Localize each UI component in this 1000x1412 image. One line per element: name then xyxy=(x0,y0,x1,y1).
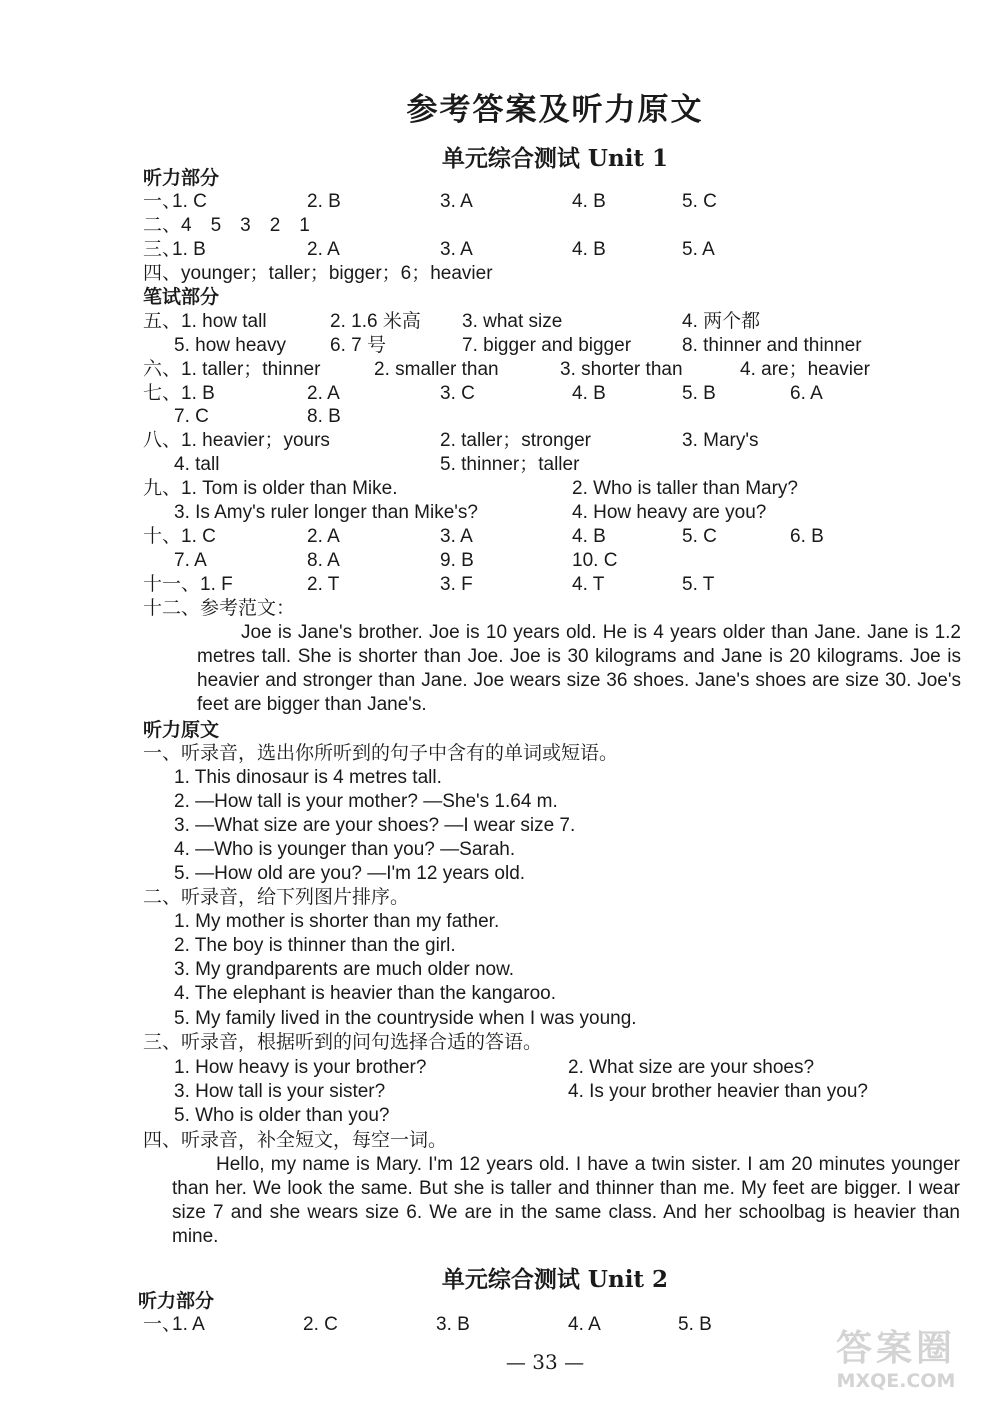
transcript-line: 2. What size are your shoes? xyxy=(568,1057,815,1078)
u2-q1-answer: 4. A xyxy=(568,1314,601,1335)
u1-q5-item: 8. thinner and thinner xyxy=(682,335,862,356)
u2-q1-answer: 1. A xyxy=(172,1314,205,1335)
u1-q10-item: 3. A xyxy=(440,526,473,547)
u1-q9-item: 九、1. Tom is older than Mike. xyxy=(143,478,398,499)
transcript-line: 5. Who is older than you? xyxy=(174,1105,390,1126)
u1-q10-item: 10. C xyxy=(572,550,618,571)
transcript-heading: 听力原文 xyxy=(143,719,220,741)
u1-q6-item: 六、1. taller；thinner xyxy=(143,359,321,380)
u1-q1-answer: 5. C xyxy=(682,191,717,212)
u1-q12-heading: 十二、参考范文： xyxy=(143,598,296,619)
u1-q10-item: 4. B xyxy=(572,526,606,547)
u1-q4-line: 四、younger；taller；bigger；6；heavier xyxy=(143,263,493,284)
transcript-line: 3. —What size are your shoes? —I wear size 7. xyxy=(174,815,576,836)
unit1-writing-heading: 笔试部分 xyxy=(143,286,220,308)
transcript-s1-heading: 一、听录音，选出你所听到的句子中含有的单词或短语。 xyxy=(143,743,619,764)
u1-q11-item: 4. T xyxy=(572,574,605,595)
u1-q9-item: 2. Who is taller than Mary? xyxy=(572,478,798,499)
u1-q6-item: 4. are；heavier xyxy=(740,359,870,380)
transcript-line: 2. —How tall is your mother? —She's 1.64 m. xyxy=(174,791,558,812)
u1-q7-item: 4. B xyxy=(572,383,606,404)
unit2-listening-heading: 听力部分 xyxy=(138,1290,215,1312)
u1-q3-answer: 3. A xyxy=(440,239,473,260)
u1-q8-item: 八、1. heavier；yours xyxy=(143,430,330,451)
transcript-line: 1. This dinosaur is 4 metres tall. xyxy=(174,767,442,788)
transcript-line: 1. How heavy is your brother? xyxy=(174,1057,427,1078)
transcript-line: 5. —How old are you? —I'm 12 years old. xyxy=(174,863,526,884)
u1-q7-item: 8. B xyxy=(307,406,341,427)
transcript-line: 2. The boy is thinner than the girl. xyxy=(174,935,456,956)
unit2-title: 单元综合测试 Unit 2 xyxy=(441,1266,669,1293)
transcript-s2-heading: 二、听录音，给下列图片排序。 xyxy=(143,887,410,908)
transcript-passage xyxy=(172,1153,960,1249)
u1-q7-item: 七、1. B xyxy=(143,383,215,404)
u1-q3-answer: 5. A xyxy=(682,239,715,260)
u1-q5-item: 3. what size xyxy=(462,311,563,332)
u1-q11-item: 3. F xyxy=(440,574,473,595)
u1-q9-item: 4. How heavy are you? xyxy=(572,502,767,523)
u1-q3-answer: 1. B xyxy=(172,239,206,260)
watermark-bottom: MXQE.COM xyxy=(836,1370,956,1392)
unit1-title: 单元综合测试 Unit 1 xyxy=(441,145,669,172)
u1-q8-item: 3. Mary's xyxy=(682,430,759,451)
watermark-top: 答案圈 xyxy=(835,1328,956,1369)
u1-q6-item: 2. smaller than xyxy=(374,359,499,380)
u1-q7-item: 7. C xyxy=(174,406,209,427)
u1-q1-answer: 1. C xyxy=(172,191,207,212)
u1-q9-item: 3. Is Amy's ruler longer than Mike's? xyxy=(174,502,478,523)
u1-q5-item: 五、1. how tall xyxy=(143,311,267,332)
transcript-line: 3. How tall is your sister? xyxy=(174,1081,386,1102)
u1-q5-item: 7. bigger and bigger xyxy=(462,335,632,356)
transcript-line: 4. —Who is younger than you? —Sarah. xyxy=(174,839,516,860)
u1-q2-line: 二、4 5 3 2 1 xyxy=(143,215,310,236)
watermark-logo xyxy=(810,1328,982,1398)
u1-q1-answer: 4. B xyxy=(572,191,606,212)
u1-q8-item: 5. thinner；taller xyxy=(440,454,580,475)
u1-q7-item: 3. C xyxy=(440,383,475,404)
u2-q1-answer: 5. B xyxy=(678,1314,712,1335)
u1-q10-item: 5. C xyxy=(682,526,717,547)
unit1-listening-heading: 听力部分 xyxy=(143,167,220,189)
u1-q7-item: 5. B xyxy=(682,383,716,404)
u2-q1-prefix: 一、 xyxy=(143,1314,182,1335)
u1-q3-answer: 4. B xyxy=(572,239,606,260)
u2-q1-answer: 2. C xyxy=(303,1314,338,1335)
u1-sample-essay xyxy=(197,621,961,717)
u1-q1-answer: 2. B xyxy=(307,191,341,212)
u1-q5-item: 2. 1.6 米高 xyxy=(330,311,421,332)
u1-q10-item: 8. A xyxy=(307,550,340,571)
u1-q6-item: 3. shorter than xyxy=(560,359,683,380)
u1-q3-answer: 2. A xyxy=(307,239,340,260)
transcript-s4-heading: 四、听录音，补全短文，每空一词。 xyxy=(143,1130,448,1151)
transcript-passage-text: Hello, my name is Mary. I'm 12 years old. I have a twin sister. I am 20 minutes younger than her. We look the same. But she is taller and thinner than me. My feet are bigger. I wear size 7 and she wears size 6. We are in the same class. And her schoolbag is heavier than mine. xyxy=(172,1154,960,1247)
u1-q10-item: 7. A xyxy=(174,550,207,571)
u1-q5-item: 4. 两个都 xyxy=(682,311,761,332)
u1-q7-item: 2. A xyxy=(307,383,340,404)
u1-q5-item: 6. 7 号 xyxy=(330,335,386,356)
u1-q10-item: 十、1. C xyxy=(143,526,216,547)
u1-q3-prefix: 三、 xyxy=(143,239,182,260)
u2-q1-answer: 3. B xyxy=(436,1314,470,1335)
transcript-line: 3. My grandparents are much older now. xyxy=(174,959,515,980)
u1-q8-item: 2. taller；stronger xyxy=(440,430,592,451)
u1-sample-essay-text: Joe is Jane's brother. Joe is 10 years old. He is 4 years older than Jane. Jane is 1.2 metres tall. She is shorter than Joe. Joe is 30 kilograms and Jane is 20 kilograms. Joe is heavier and stronger than Jane. Joe wears size 36 shoes. Jane's shoes are size 30. Joe's feet are bigger than Jane's. xyxy=(197,622,961,715)
u1-q11-item: 2. T xyxy=(307,574,340,595)
u1-q11-item: 5. T xyxy=(682,574,715,595)
u1-q10-item: 9. B xyxy=(440,550,474,571)
u1-q1-answer: 3. A xyxy=(440,191,473,212)
u1-q8-item: 4. tall xyxy=(174,454,220,475)
transcript-s3-heading: 三、听录音，根据听到的问句选择合适的答语。 xyxy=(143,1032,543,1053)
transcript-line: 5. My family lived in the countryside when I was young. xyxy=(174,1008,637,1029)
u1-q5-item: 5. how heavy xyxy=(174,335,286,356)
transcript-line: 4. Is your brother heavier than you? xyxy=(568,1081,868,1102)
transcript-line: 4. The elephant is heavier than the kangaroo. xyxy=(174,983,557,1004)
transcript-line: 1. My mother is shorter than my father. xyxy=(174,911,500,932)
u1-q11-item: 十一、1. F xyxy=(143,574,233,595)
u1-q10-item: 2. A xyxy=(307,526,340,547)
u1-q10-item: 6. B xyxy=(790,526,824,547)
page-title: 参考答案及听力原文 xyxy=(406,92,704,128)
u1-q1-prefix: 一、 xyxy=(143,191,182,212)
u1-q7-item: 6. A xyxy=(790,383,823,404)
page-number: — 33 — xyxy=(505,1350,585,1374)
